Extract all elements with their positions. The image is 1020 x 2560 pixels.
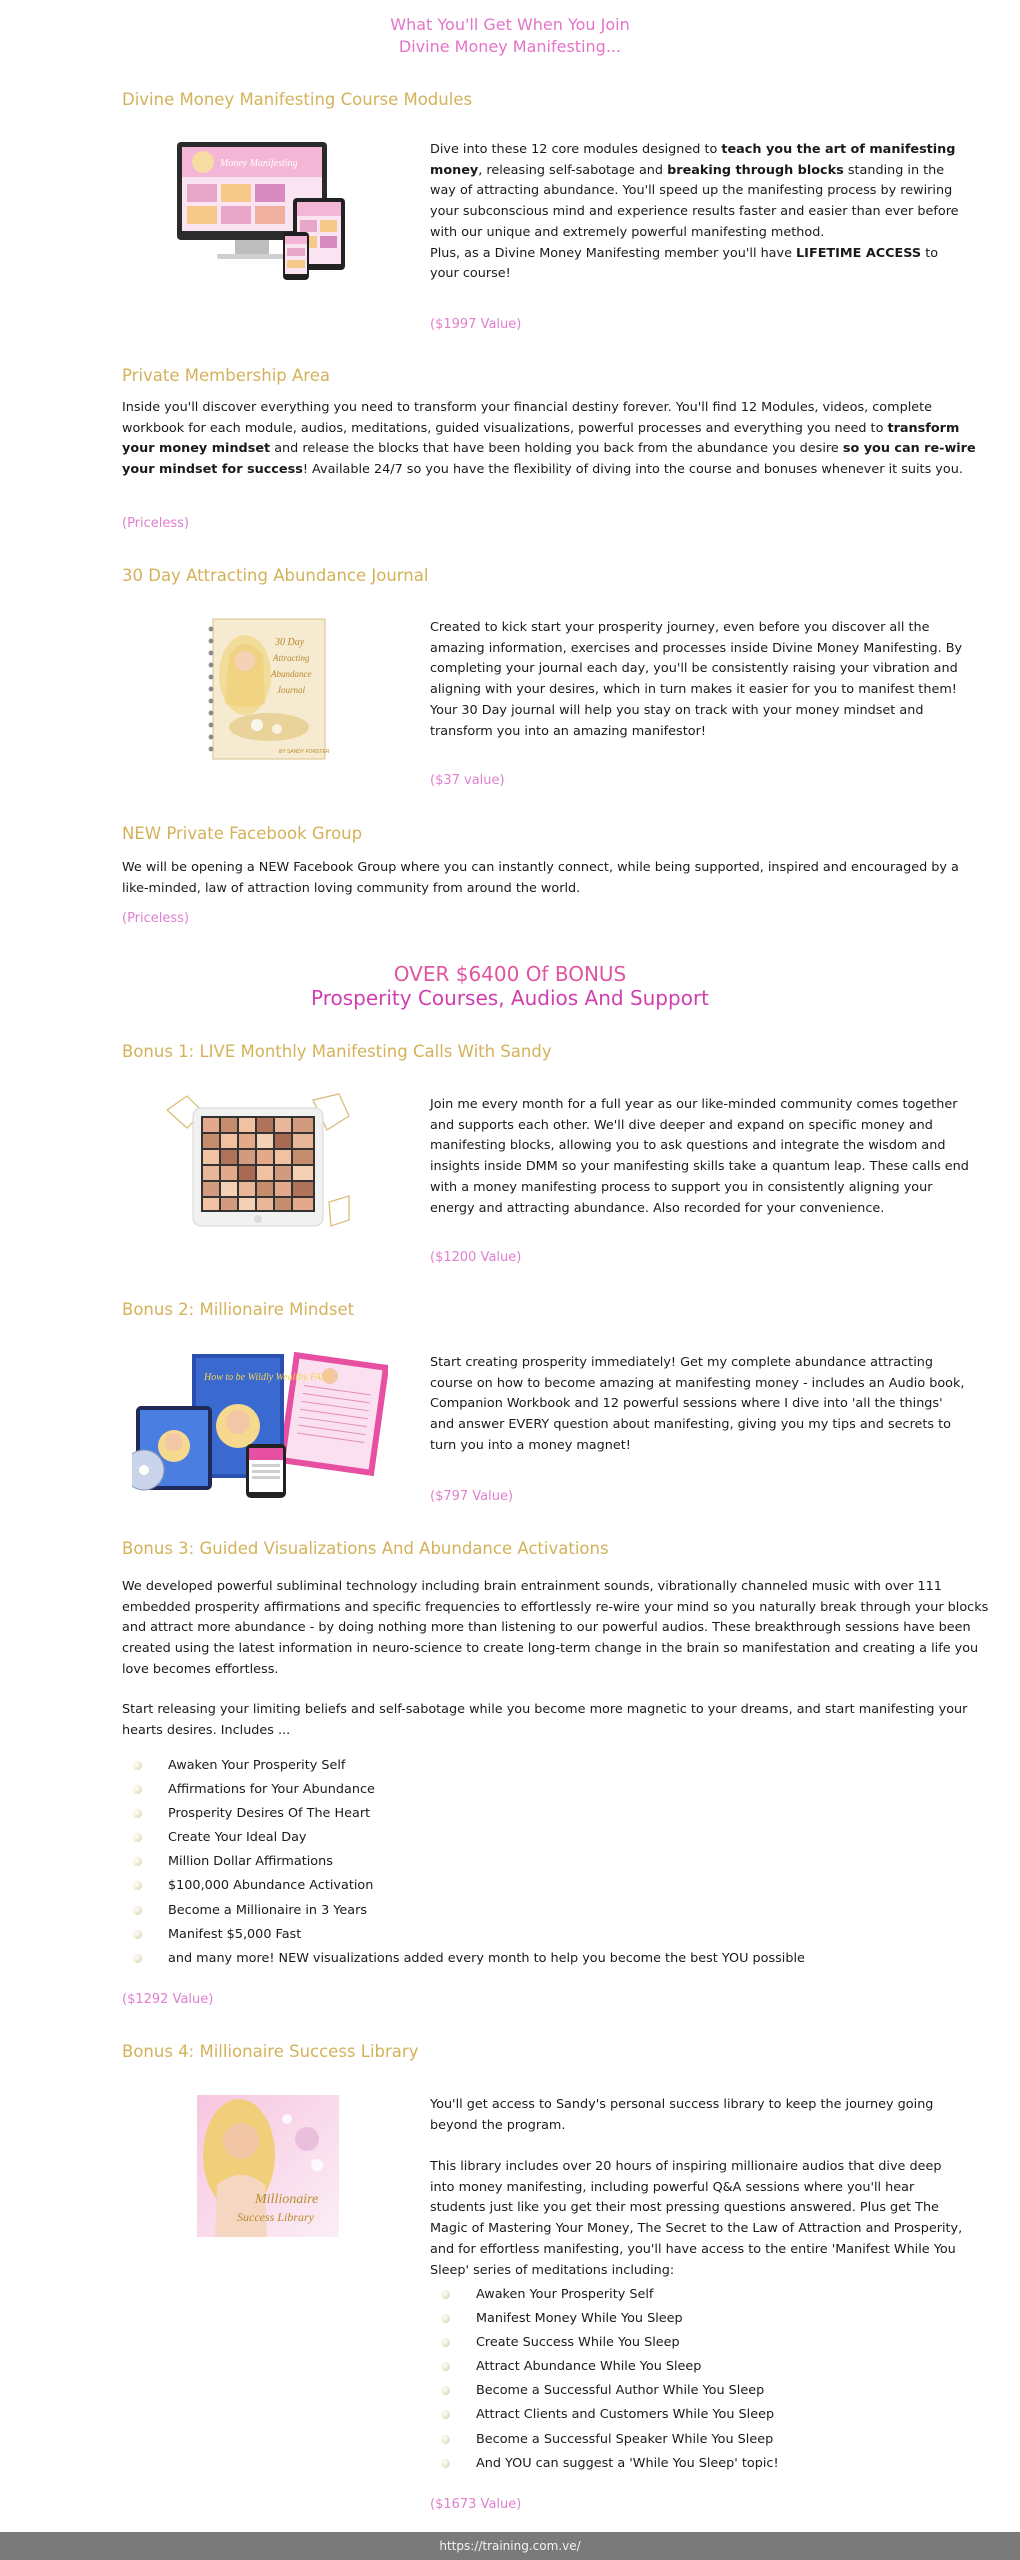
bullet-pearl-icon (133, 1833, 142, 1842)
list-item: Create Success While You Sleep (436, 2331, 779, 2355)
bullet-pearl-icon (133, 1761, 142, 1770)
list-item: Prosperity Desires Of The Heart (128, 1802, 805, 1826)
list-item: Become a Successful Speaker While You Sleep (436, 2428, 779, 2452)
bullet-pearl-icon (441, 2362, 450, 2371)
facebook-description: We will be opening a NEW Facebook Group where you can instantly connect, while being supported, inspired and encouraged by a like-minded, law of attraction loving community from around the world. (122, 860, 959, 896)
facebook-value: (Priceless) (122, 911, 190, 926)
bullet-pearl-icon (133, 1785, 142, 1794)
modules-description: Dive into these 12 core modules designed to teach you the art of manifesting money, releasing self-sabotage and breaking through blocks standing in the way of attracting abundance. You'll speed up the manifesting process by rewiring your subconscious mind and experience results faster and easier than ever before with our unique and extremely powerful manifesting method. Plus, as a Divine Money Manifesting member you'll have LIFETIME ACCESS to your course! (430, 142, 959, 282)
bonus4-description: This library includes over 20 hours of inspiring millionaire audios that dive deep into money manifesting, including powerful Q&A sessions where you'll hear students just like you get their most pressing questions answered. Plus get The Magic of Mastering Your Money, The Secret to the Law of Attraction and Prosperity, and for effortless manifesting, you'll have access to the entire 'Manifest While You Sleep' series of meditations including: (430, 2159, 963, 2278)
facebook-title: NEW Private Facebook Group (122, 824, 363, 843)
list-item: Become a Successful Author While You Sleep (436, 2379, 779, 2403)
list-item: Million Dollar Affirmations (128, 1850, 805, 1874)
bonus1-value: ($1200 Value) (430, 1250, 522, 1265)
library-cover-line1: Millionaire (255, 2192, 319, 2207)
bullet-pearl-icon (441, 2410, 450, 2419)
book-title-text: How to be Wildly Wealthy FAST (204, 1372, 332, 1383)
list-item: Affirmations for Your Abundance (128, 1778, 805, 1802)
journal-cover-image (207, 615, 329, 763)
list-item: Manifest Money While You Sleep (436, 2307, 779, 2331)
list-item: Attract Abundance While You Sleep (436, 2355, 779, 2379)
bullet-pearl-icon (133, 1954, 142, 1963)
list-item: Awaken Your Prosperity Self (128, 1754, 805, 1778)
bullet-pearl-icon (133, 1930, 142, 1939)
journal-value: ($37 value) (430, 773, 505, 788)
bonus3-audio-list (128, 1754, 805, 1971)
journal-cover-author: BY SANDY FORSTER (279, 749, 329, 755)
bullet-pearl-icon (441, 2386, 450, 2395)
success-library-cover-image (197, 2095, 339, 2237)
bonus2-value: ($797 Value) (430, 1489, 514, 1504)
bonus-heading-line2: Prosperity Courses, Audios And Support (310, 986, 710, 1010)
svg-text:Abundance: Abundance (271, 669, 312, 679)
journal-description: Created to kick start your prosperity journey, even before you discover all the amazing information, exercises and processes inside Divine Money Manifesting. By completing your journal each day, you'll be consistently raising your vibration and aligning with your desires, which in turn makes it easier for you to manifest them! Your 30 Day journal will help you stay on track with your money mindset and transform you into an amazing manifestor! (430, 620, 963, 739)
footer-url-bar (0, 2532, 1020, 2560)
membership-title: Private Membership Area (122, 366, 330, 385)
journal-title: 30 Day Attracting Abundance Journal (122, 566, 429, 585)
list-item: Create Your Ideal Day (128, 1826, 805, 1850)
bullet-pearl-icon (133, 1809, 142, 1818)
bullet-pearl-icon (441, 2290, 450, 2299)
list-item: and many more! NEW visualizations added every month to help you become the best YOU possible (128, 1947, 805, 1971)
bonus3-value: ($1292 Value) (122, 1992, 214, 2007)
bonus4-intro: You'll get access to Sandy's personal success library to keep the journey going beyond the program. (430, 2097, 934, 2133)
bullet-pearl-icon (441, 2314, 450, 2323)
bonus4-title: Bonus 4: Millionaire Success Library (122, 2042, 419, 2061)
svg-text:Attracting: Attracting (273, 653, 310, 663)
footer-url-link[interactable]: https://training.com.ve/ (439, 2539, 581, 2553)
bonus3-description: We developed powerful subliminal technology including brain entrainment sounds, vibrationally channeled music with over 111 embedded prosperity affirmations and specific frequencies to effortlessly re-wire your mind so you naturally break through your blocks and attract more abundance - by doing nothing more than listening to our powerful audios. These breakthrough sessions have been created using the latest information in neuro-science to create long-term change in the brain so manifestation and creating a life you love becomes effortless. (122, 1579, 989, 1677)
bonus3-title: Bonus 3: Guided Visualizations And Abundance Activations (122, 1539, 609, 1558)
bonus1-description: Join me every month for a full year as our like-minded community comes together and supports each other. We'll dive deeper and expand on specific money and manifesting blocks, allowing you to ask questions and integrate the wisdom and insights inside DMM so your manifesting skills take a quantum leap. These calls end with a money manifesting process to support you in consistently aligning your energy and attracting abundance. Also recorded for your convenience. (430, 1097, 969, 1216)
list-item: And YOU can suggest a 'While You Sleep' topic! (436, 2452, 779, 2476)
membership-description: Inside you'll discover everything you need to transform your financial destiny forever. You'll find 12 Modules, videos, complete workbook for each module, audios, meditations, guided visualizations, powerful processes and everything you need to transform your money mindset and release the blocks that have been holding you back from the abundance you desire so you can re-wire your mindset for success! Available 24/7 so you have the flexibility of diving into the course and bonuses whenever it suits you. (122, 400, 976, 478)
library-cover-line2: Success Library (237, 2210, 314, 2224)
list-item: Attract Clients and Customers While You Sleep (436, 2403, 779, 2427)
svg-text:30 Day: 30 Day (275, 637, 305, 648)
intro-heading-line1: What You'll Get When You Join (390, 15, 630, 34)
list-item: Awaken Your Prosperity Self (436, 2283, 779, 2307)
svg-text:Money Manifesting: Money Manifesting (220, 158, 298, 169)
bonus-heading-line1: OVER $6400 Of BONUS (393, 962, 627, 986)
membership-value: (Priceless) (122, 516, 190, 531)
bonus2-description: Start creating prosperity immediately! Get my complete abundance attracting course on how to become amazing at manifesting money - includes an Audio book, Companion Workbook and 12 powerful sessions where I dive into 'all the things' and answer EVERY question about manifesting, giving you my tips and secrets to turn you into a money magnet! (430, 1355, 965, 1453)
bullet-pearl-icon (133, 1906, 142, 1915)
svg-text:Journal: Journal (277, 685, 305, 695)
list-item: Manifest $5,000 Fast (128, 1923, 805, 1947)
bullet-pearl-icon (441, 2459, 450, 2468)
list-item: $100,000 Abundance Activation (128, 1874, 805, 1898)
modules-value: ($1997 Value) (430, 317, 522, 332)
live-calls-tablet-image (163, 1090, 353, 1240)
bullet-pearl-icon (441, 2338, 450, 2347)
bonus4-value: ($1673 Value) (430, 2497, 522, 2512)
course-modules-mockup-image (175, 140, 360, 285)
bullet-pearl-icon (133, 1857, 142, 1866)
bonus1-title: Bonus 1: LIVE Monthly Manifesting Calls With Sandy (122, 1042, 552, 1061)
list-item: Become a Millionaire in 3 Years (128, 1899, 805, 1923)
intro-heading-line2: Divine Money Manifesting... (398, 37, 622, 56)
bullet-pearl-icon (441, 2435, 450, 2444)
millionaire-mindset-bundle-image (132, 1350, 388, 1502)
modules-title: Divine Money Manifesting Course Modules (122, 90, 473, 109)
bonus2-title: Bonus 2: Millionaire Mindset (122, 1300, 355, 1319)
bonus3-includes-text: Start releasing your limiting beliefs and self-sabotage while you become more magnetic to your dreams, and start manifesting your hearts desires. Includes ... (122, 1702, 968, 1738)
bonus4-sleep-series-list (436, 2283, 779, 2476)
bullet-pearl-icon (133, 1881, 142, 1890)
